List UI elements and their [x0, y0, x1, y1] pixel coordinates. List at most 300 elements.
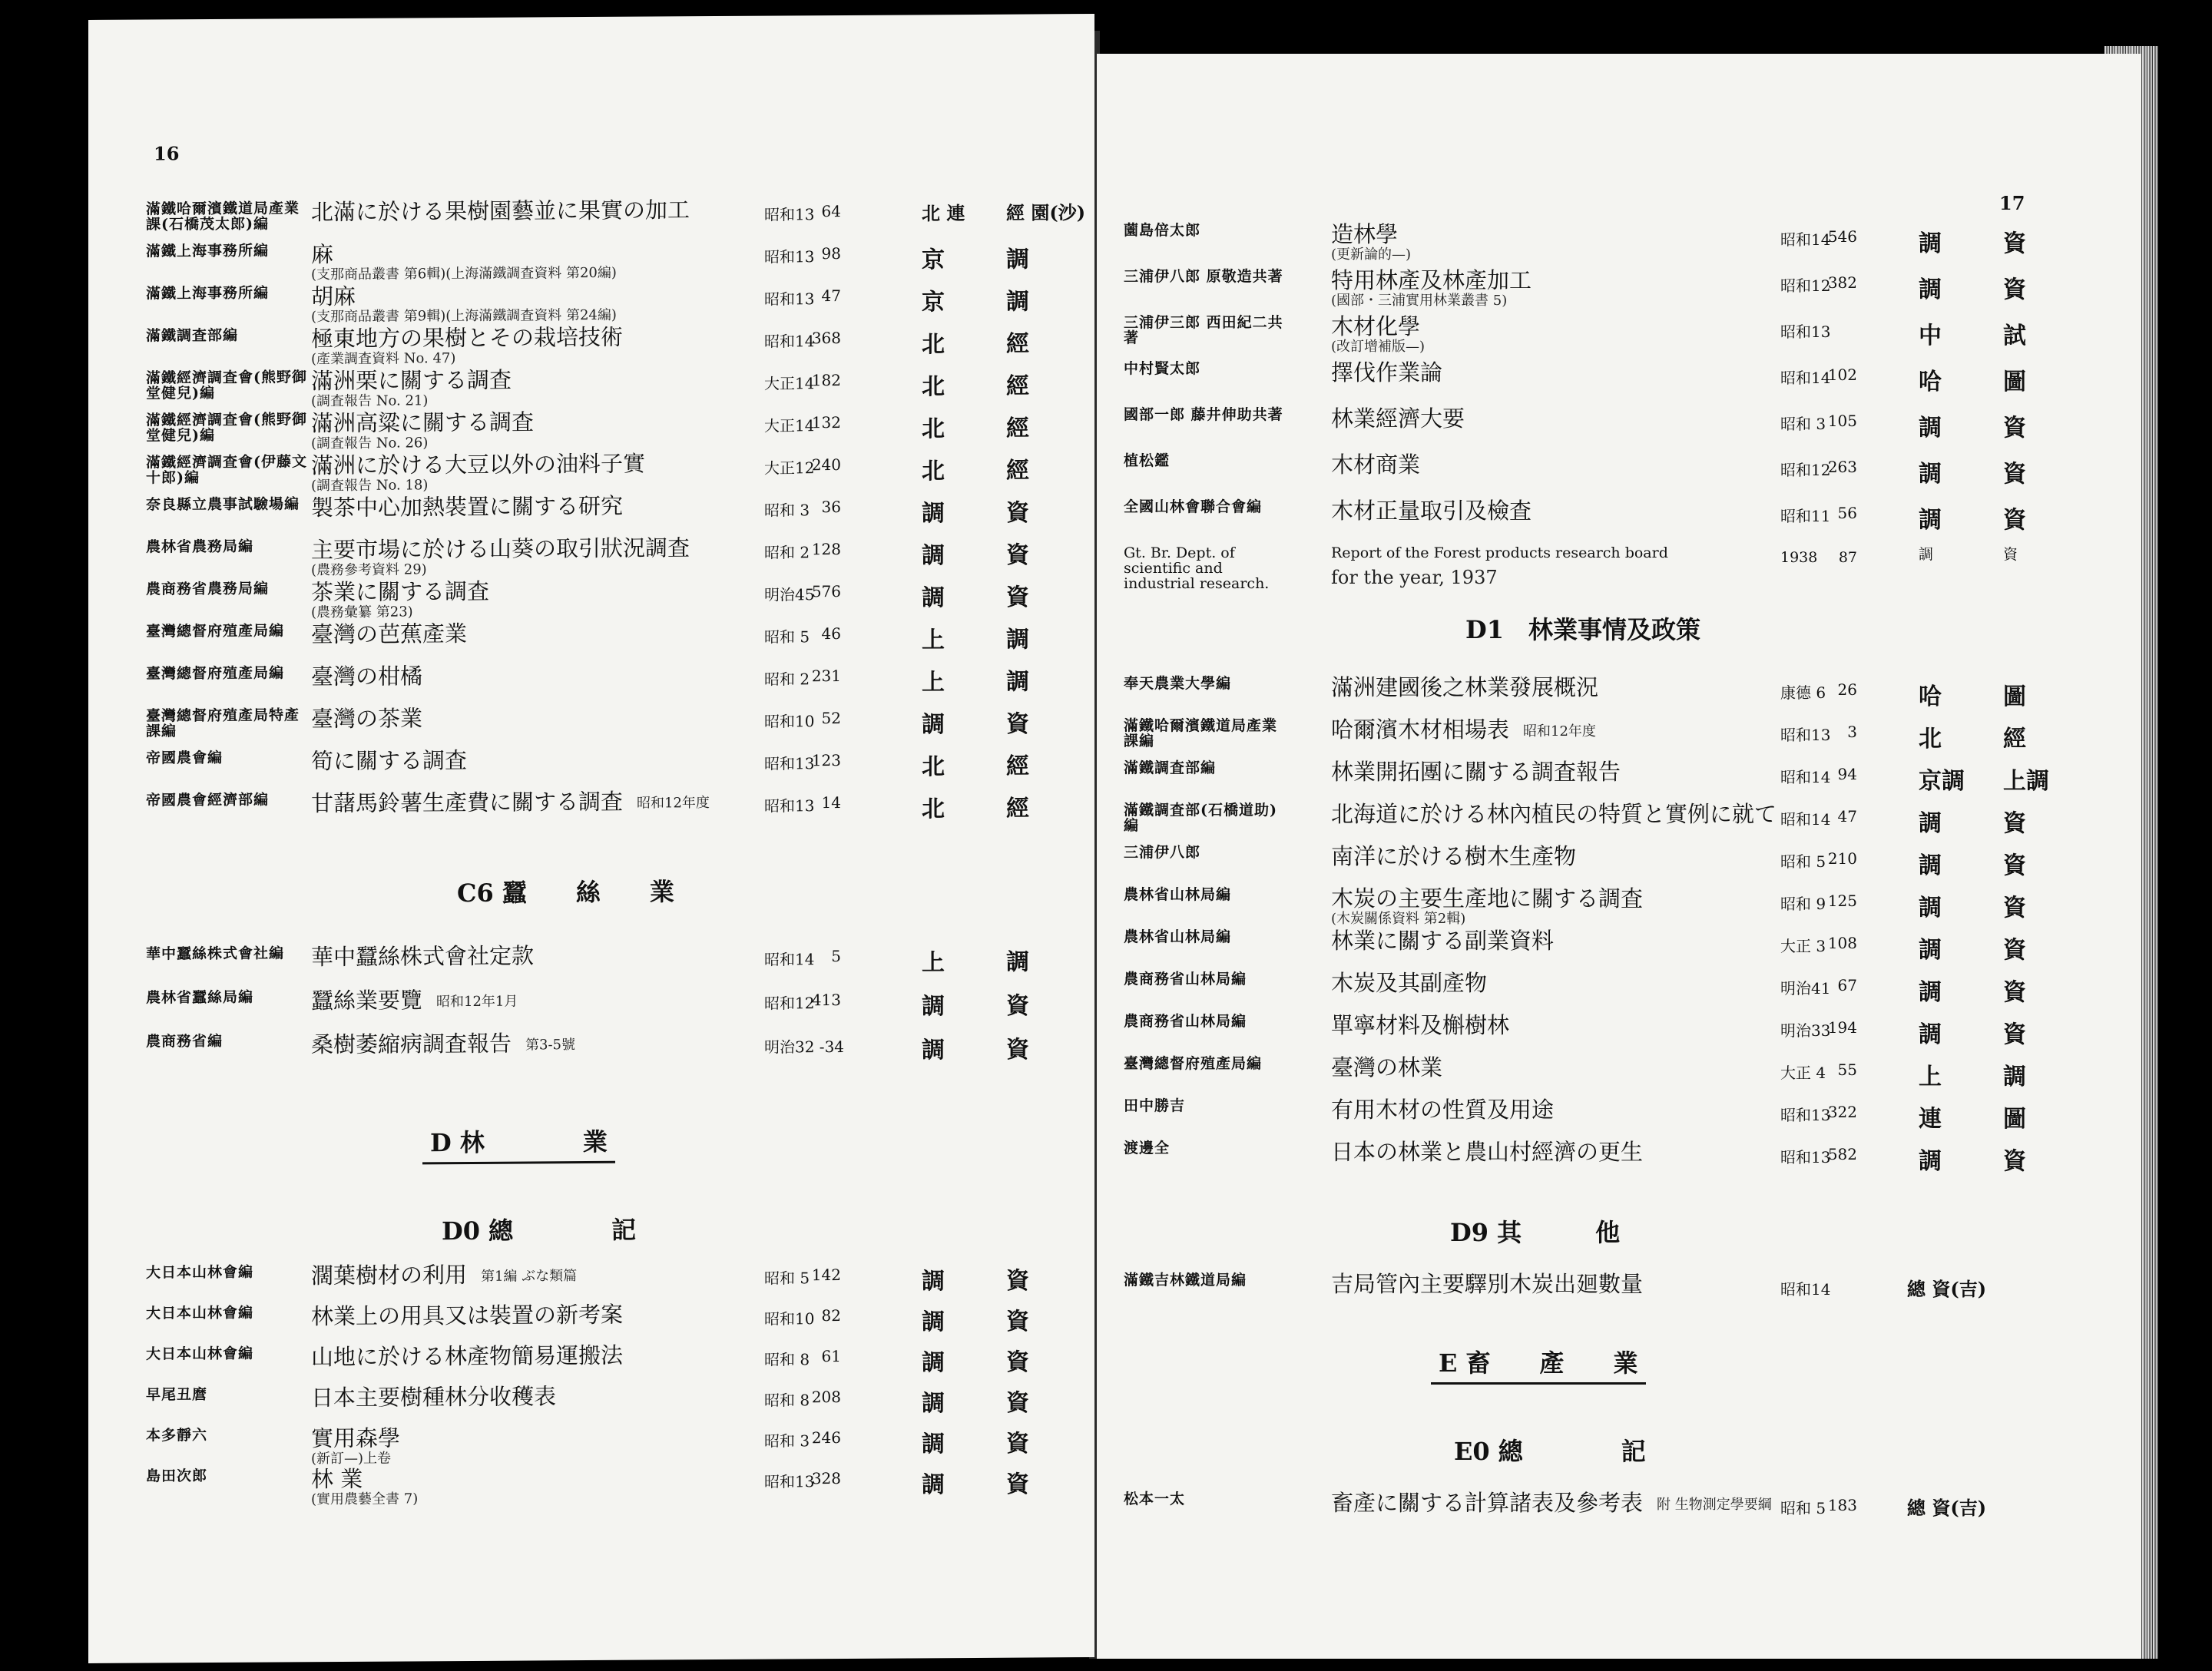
- entry-date: 1938: [1780, 549, 1818, 566]
- entry-date: 昭和13: [764, 247, 815, 266]
- entry-pages: 246: [811, 1428, 841, 1448]
- section-heading-d9: D9 其 他: [1450, 1218, 1621, 1247]
- entry-loc2: 調: [1006, 948, 1029, 976]
- entry-subtitle: (改訂增補版—): [1331, 339, 1426, 355]
- entry-loc2: 經: [1006, 415, 1029, 442]
- entry-loc2: 資: [2003, 852, 2026, 879]
- section-heading-e0: E0 總 記: [1454, 1437, 1646, 1466]
- entry-date: 昭和14: [1780, 1280, 1831, 1299]
- entry-subtitle: 第3-5號: [525, 1037, 575, 1054]
- entry-title: 滿洲栗に關する調査: [311, 366, 512, 395]
- entry-row: [88, 321, 1094, 366]
- entry-row: [88, 363, 1094, 408]
- entry-pages: 328: [811, 1469, 841, 1488]
- entry-row: [1097, 1271, 2141, 1309]
- entry-loc2: 資: [2003, 507, 2026, 534]
- entry-pages: 36: [821, 498, 841, 517]
- entry-title: 主要市場に於ける山葵の取引狀況調査: [311, 534, 690, 564]
- entry-title: 滿洲建國後之林業發展概況: [1331, 674, 1599, 700]
- entry-pages: 546: [1827, 227, 1857, 246]
- entry-author: 松本一太: [1124, 1491, 1186, 1507]
- entry-row: [88, 490, 1094, 534]
- entry-loc1: 調: [922, 1309, 945, 1336]
- entry-loc2: 圖: [2003, 369, 2026, 395]
- entry-loc2: 經: [1006, 457, 1029, 485]
- entry-author: 滿鐵經濟調査會(熊野御堂健兒)編: [146, 369, 307, 402]
- entry-row: [88, 574, 1094, 619]
- entry-loc2: 圖: [2003, 683, 2026, 710]
- entry-loc1: 北: [922, 415, 945, 443]
- entry-title: 日本主要樹種林分收穫表: [311, 1383, 557, 1411]
- entry-row: [88, 1380, 1094, 1424]
- entry-row: [1097, 544, 2141, 592]
- entry-loc1: 調: [1919, 810, 1942, 837]
- entry-loc1: 北: [922, 796, 945, 823]
- entry-title: 北海道に於ける林內植民の特質と實例に就て: [1331, 801, 1777, 827]
- entry-loc1: 調: [1919, 1021, 1942, 1048]
- entry-author: 植松鑑: [1124, 452, 1171, 469]
- entry-loc1: 調: [922, 500, 945, 528]
- entry-date: 明治33: [1780, 1021, 1831, 1040]
- entry-title: 臺灣の芭蕉產業: [311, 620, 468, 648]
- entry-author: 中村賢太郎: [1124, 360, 1201, 377]
- entry-row: [88, 659, 1094, 703]
- entry-author: 三浦伊八郎: [1124, 844, 1201, 861]
- entry-title: 濶葉樹材の利用: [311, 1261, 468, 1289]
- entry-loc1: 北 連: [922, 202, 965, 225]
- entry-date: 昭和14: [1780, 369, 1831, 387]
- entry-title: 木材商業: [1331, 452, 1421, 478]
- entry-date: 昭和13: [1780, 726, 1831, 744]
- entry-date: 昭和 3: [764, 1431, 810, 1451]
- entry-author: 農商務省編: [146, 1032, 224, 1051]
- entry-author: 薗島倍太郎: [1124, 222, 1201, 239]
- entry-row: [88, 279, 1094, 326]
- entry-date: 昭和14: [1780, 230, 1831, 249]
- entry-author: 滿鐵經濟調査會(熊野御堂健兒)編: [146, 411, 307, 445]
- entry-author: 農林省山林局編: [1124, 886, 1232, 903]
- entry-row: [1097, 759, 2141, 797]
- entry-loc2: 資: [2003, 1148, 2026, 1175]
- entry-pages: 413: [811, 991, 841, 1010]
- entry-row: [88, 1421, 1094, 1468]
- entry-subtitle: (調査報告 No. 18): [311, 477, 429, 495]
- entry-title: 木材化學: [1331, 313, 1421, 339]
- entry-loc1: 哈: [1919, 683, 1942, 710]
- entry-loc1: 中: [1919, 323, 1942, 349]
- entry-loc2: 資: [1006, 992, 1029, 1020]
- entry-title: 林業に關する副業資料: [1331, 928, 1555, 954]
- entry-date: 昭和12: [1780, 276, 1831, 295]
- entry-loc1: 調: [1919, 507, 1942, 534]
- entry-title: 製茶中心加熱裝置に關する研究: [311, 492, 624, 521]
- entry-author: 國部一郎 藤井伸助共著: [1124, 406, 1283, 423]
- entry-loc1: 上: [922, 949, 945, 977]
- entry-pages: 46: [821, 624, 841, 644]
- entry-date: 昭和 8: [764, 1391, 810, 1410]
- entry-loc1: 調: [1919, 461, 1942, 488]
- entry-pages: 582: [1827, 1145, 1857, 1163]
- entry-subtitle: (農務彙纂 第23): [311, 604, 413, 621]
- entry-author: 滿鐵經濟調査會(伊藤文十郎)編: [146, 453, 307, 487]
- entry-title: 華中蠶絲株式會社定款: [311, 942, 535, 971]
- entry-date: 昭和 5: [764, 627, 810, 647]
- entry-row: [1097, 221, 2141, 263]
- entry-pages: 208: [811, 1388, 841, 1407]
- entry-title: Report of the Forest products research board: [1331, 544, 1668, 561]
- entry-author: 臺灣總督府殖產局特產課編: [146, 706, 300, 740]
- entry-author: 臺灣總督府殖產局編: [1124, 1055, 1263, 1072]
- entry-author: 農林省蠶絲局編: [146, 988, 254, 1007]
- entry-title: 木炭及其副產物: [1331, 970, 1488, 996]
- entry-date: 昭和 5: [1780, 852, 1826, 871]
- entry-loc1: 調: [922, 584, 945, 612]
- entry-title: 蠶絲業要覽: [311, 987, 423, 1014]
- entry-date: 昭和 5: [764, 1269, 810, 1288]
- entry-title: 畜產に關する計算諸表及參考表: [1331, 1490, 1644, 1516]
- entry-author: 早尾丑麿: [146, 1386, 208, 1404]
- entry-row: [88, 701, 1094, 746]
- entry-pages: 105: [1827, 412, 1857, 430]
- section-heading-d0: D0 總 記: [442, 1215, 637, 1246]
- entry-loc2: 資: [1006, 1308, 1029, 1335]
- entry-loc2: 資: [2003, 415, 2026, 442]
- entry-title: 桑樹萎縮病調査報告: [311, 1030, 512, 1058]
- entry-pages: 322: [1827, 1103, 1857, 1121]
- entry-loc2: 資: [1006, 499, 1029, 527]
- entry-row: [1097, 267, 2141, 309]
- page-number: 17: [1999, 192, 2025, 214]
- left-page: [88, 14, 1094, 1663]
- entry-pages: 64: [821, 202, 841, 221]
- entry-loc2: 資: [2003, 546, 2018, 563]
- entry-date: 昭和13: [1780, 1148, 1831, 1166]
- entry-subtitle: 附 生物測定學要綱: [1657, 1497, 1772, 1513]
- entry-pages: 194: [1827, 1018, 1857, 1037]
- entry-title: 有用木材の性質及用途: [1331, 1097, 1555, 1123]
- entry-author: 滿鐵哈爾濱鐵道局產業課編: [1124, 717, 1278, 749]
- entry-row: [88, 1339, 1094, 1384]
- entry-author: 農商務省農務局編: [146, 580, 270, 598]
- entry-subtitle: (農務參考資料 29): [311, 561, 427, 579]
- entry-loc2: 經: [1006, 330, 1029, 358]
- section-heading-e: E 畜 產 業: [1431, 1344, 1646, 1385]
- entry-pages: 94: [1837, 765, 1857, 783]
- section-heading-d1: D1 林業事情及政策: [1465, 615, 1701, 644]
- entry-loc1: 調: [922, 711, 945, 739]
- entry-loc1: 調: [922, 542, 945, 570]
- entry-date: 昭和 2: [764, 543, 810, 562]
- entry-subtitle: (支那商品叢書 第9輯)(上海滿鐵調査資料 第24編): [311, 306, 617, 326]
- entry-author: 華中蠶絲株式會社編: [146, 945, 285, 963]
- entry-pages: 47: [821, 286, 841, 306]
- section-heading-c6: C6 蠶 絲 業: [457, 877, 674, 908]
- entry-author: 全國山林會聯合會編: [1124, 498, 1263, 515]
- entry-subtitle: (更新論的—): [1331, 247, 1412, 263]
- entry-pages: 125: [1827, 892, 1857, 910]
- entry-author: 臺灣總督府殖產局編: [146, 622, 285, 640]
- entry-author: 農林省山林局編: [1124, 928, 1232, 945]
- entry-pages: 3: [1847, 723, 1857, 741]
- entry-pages: 576: [811, 582, 841, 601]
- entry-pages: 132: [811, 413, 841, 432]
- entry-author: Gt. Br. Dept. of scientific and industrial research.: [1124, 544, 1270, 592]
- entry-row: [1097, 843, 2141, 882]
- entry-loc2: 資: [1006, 710, 1029, 738]
- entry-author: 帝國農會編: [146, 749, 224, 767]
- entry-loc2: 調: [2003, 1064, 2026, 1090]
- entry-date: 昭和10: [764, 1309, 815, 1329]
- entry-loc2: 資: [2003, 895, 2026, 922]
- entry-row: [1097, 928, 2141, 966]
- entry-pages: 98: [821, 244, 841, 263]
- entry-title: 臺灣の柑橘: [311, 663, 423, 690]
- entry-loc2: 資: [2003, 276, 2026, 303]
- entry-date: 昭和 3: [1780, 415, 1826, 433]
- entry-pages: 210: [1827, 849, 1857, 868]
- entry-row: [1097, 313, 2141, 355]
- entry-row: [1097, 801, 2141, 839]
- entry-pages: 231: [811, 667, 841, 686]
- entry-loc1: 調: [1919, 276, 1942, 303]
- entry-loc2: 總 資(吉): [1907, 1278, 1987, 1300]
- entry-pages: 123: [811, 751, 841, 770]
- entry-subtitle: 第1編 ぶな類篇: [481, 1268, 578, 1285]
- entry-date: 昭和12: [764, 994, 815, 1013]
- entry-loc2: 調: [1006, 668, 1029, 696]
- entry-row: [88, 786, 1094, 830]
- entry-date: 明治32 -34: [764, 1037, 845, 1057]
- entry-loc1: 調: [1919, 230, 1942, 257]
- entry-date: 昭和13: [764, 1472, 815, 1491]
- entry-date: 昭和13: [1780, 323, 1831, 341]
- entry-loc1: 京: [922, 289, 945, 316]
- entry-loc1: 調: [922, 1268, 945, 1295]
- entry-date: 昭和14: [1780, 768, 1831, 786]
- entry-loc2: 資: [2003, 1021, 2026, 1048]
- entry-subtitle: 昭和12年度: [1523, 723, 1596, 740]
- entry-loc1: 上: [1919, 1064, 1942, 1090]
- entry-loc1: 連: [1919, 1106, 1942, 1133]
- entry-row: [88, 532, 1094, 577]
- entry-author: 滿鐵調査部編: [1124, 759, 1217, 776]
- entry-author: 滿鐵調査部(石橋道助)編: [1124, 802, 1277, 834]
- entry-loc1: 調: [1919, 895, 1942, 922]
- entry-loc1: 調: [922, 1390, 945, 1418]
- entry-title: 極東地方の果樹とその栽培技術: [311, 323, 624, 352]
- entry-author: 帝國農會經濟部編: [146, 791, 270, 809]
- entry-loc2: 試: [2003, 323, 2026, 349]
- entry-loc1: 北: [922, 373, 945, 401]
- entry-date: 昭和 5: [1780, 1499, 1826, 1517]
- entry-loc1: 上: [922, 669, 945, 697]
- entry-row: [1097, 452, 2141, 490]
- entry-loc2: 經: [2003, 726, 2026, 753]
- entry-loc2: 經: [1006, 372, 1029, 400]
- entry-loc1: 北: [922, 753, 945, 781]
- entry-row: [1097, 1012, 2141, 1051]
- entry-title: 造林學: [1331, 221, 1399, 247]
- entry-loc2: 資: [1006, 1430, 1029, 1458]
- entry-pages: 108: [1827, 934, 1857, 952]
- entry-loc2: 經: [1006, 753, 1029, 780]
- entry-row: [88, 939, 1094, 984]
- entry-loc1: 調: [1919, 546, 1934, 563]
- entry-author: 三浦伊八郎 原敬造共著: [1124, 268, 1283, 285]
- entry-title: 日本の林業と農山村經濟の更生: [1331, 1139, 1644, 1165]
- entry-loc2: 資: [1006, 1471, 1029, 1498]
- entry-date: 明治45: [764, 585, 815, 604]
- entry-title: 林業經濟大要: [1331, 405, 1465, 432]
- entry-pages: 82: [821, 1306, 841, 1325]
- entry-author: 滿鐵哈爾濱鐵道局產業課(石橋茂太郎)編: [146, 200, 300, 233]
- entry-row: [88, 743, 1094, 788]
- entry-date: 昭和 3: [764, 501, 810, 520]
- entry-title: 甘藷馬鈴薯生產費に關する調査: [311, 788, 624, 817]
- entry-subtitle: (木炭關係資料 第2輯): [1331, 911, 1466, 927]
- entry-author: 大日本山林會編: [146, 1304, 254, 1322]
- entry-pages: 240: [811, 455, 841, 475]
- entry-title: 胡麻: [311, 283, 356, 310]
- entry-title: 哈爾濱木材相場表: [1331, 716, 1510, 743]
- entry-title: 木炭の主要生產地に關する調査: [1331, 885, 1644, 912]
- entry-loc2: 調: [1006, 246, 1029, 273]
- entry-title: 南洋に於ける樹木生產物: [1331, 843, 1577, 869]
- entry-title: 山地に於ける林產物簡易運搬法: [311, 1342, 624, 1371]
- entry-author: 農商務省山林局編: [1124, 971, 1247, 988]
- entry-loc1: 京: [922, 247, 945, 274]
- entry-title: 筍に關する調査: [311, 746, 468, 775]
- entry-loc2: 資: [1006, 1036, 1029, 1064]
- entry-title: 林業上の用具又は裝置の新考案: [311, 1301, 624, 1330]
- entry-loc2: 資: [1006, 584, 1029, 611]
- entry-pages: 55: [1837, 1061, 1857, 1079]
- entry-row: [88, 617, 1094, 661]
- entry-row: [88, 1299, 1094, 1343]
- entry-row: [1097, 716, 2141, 755]
- entry-date: 大正14: [764, 416, 815, 435]
- entry-title: 林 業: [311, 1465, 363, 1493]
- entry-date: 昭和13: [764, 205, 815, 224]
- entry-loc1: 調: [922, 1471, 945, 1499]
- entry-row: [88, 1258, 1094, 1302]
- entry-title: 實用森學: [311, 1424, 401, 1452]
- section-heading-d: D 林 業: [422, 1123, 615, 1165]
- entry-subtitle: (調査報告 No. 26): [311, 435, 429, 452]
- entry-pages: 47: [1837, 807, 1857, 826]
- entry-loc2: 資: [1006, 1267, 1029, 1295]
- entry-subtitle: (新訂—)上卷: [311, 1450, 392, 1468]
- entry-pages: 61: [821, 1347, 841, 1366]
- entry-date: 昭和12: [1780, 461, 1831, 479]
- entry-loc1: 哈: [1919, 369, 1942, 395]
- entry-loc2: 經 園(沙): [1006, 201, 1086, 224]
- entry-loc2: 資: [2003, 810, 2026, 837]
- entry-title: 麻: [311, 241, 334, 268]
- entry-row: [88, 1027, 1094, 1071]
- entry-date: 康德 6: [1780, 683, 1826, 702]
- entry-author: 田中勝吉: [1124, 1097, 1186, 1114]
- entry-title: 木材正量取引及檢査: [1331, 498, 1532, 524]
- entry-loc1: 調: [1919, 1148, 1942, 1175]
- entry-author: 渡邊全: [1124, 1140, 1171, 1156]
- entry-pages: 102: [1827, 366, 1857, 384]
- entry-title: 擇伐作業論: [1331, 359, 1443, 385]
- entry-title: 吉局管內主要驛別木炭出廻數量: [1331, 1271, 1644, 1297]
- entry-loc1: 京調: [1919, 768, 1965, 795]
- entry-date: 大正 3: [1780, 937, 1826, 955]
- entry-pages: 56: [1837, 504, 1857, 522]
- entry-date: 昭和13: [764, 754, 815, 773]
- entry-loc1: 調: [922, 1037, 945, 1064]
- entry-loc2: 經: [1006, 795, 1029, 822]
- entry-loc1: 調: [1919, 415, 1942, 442]
- entry-loc2: 調: [1006, 626, 1029, 654]
- entry-date: 大正14: [764, 374, 815, 393]
- entry-date: 昭和13: [764, 796, 815, 816]
- entry-subtitle: (支那商品叢書 第6輯)(上海滿鐵調査資料 第20編): [311, 264, 617, 283]
- entry-pages: 26: [1837, 680, 1857, 699]
- entry-title: 林業開拓團に關する調査報告: [1331, 759, 1621, 785]
- entry-loc2: 調: [1006, 288, 1029, 316]
- entry-date: 大正 4: [1780, 1064, 1826, 1082]
- entry-loc2: 資: [1006, 1348, 1029, 1376]
- entry-loc2: 資: [2003, 979, 2026, 1006]
- entry-row: [1097, 1054, 2141, 1093]
- entry-subtitle: (國部・三浦實用林業叢書 5): [1331, 293, 1508, 309]
- entry-date: 昭和14: [1780, 810, 1831, 829]
- entry-row: [88, 448, 1094, 495]
- entry-loc2: 總 資(吉): [1907, 1497, 1987, 1519]
- entry-loc1: 調: [1919, 979, 1942, 1006]
- entry-subtitle: 昭和12年度: [637, 795, 710, 812]
- entry-loc1: 北: [922, 458, 945, 485]
- entry-subtitle: (產業調査資料 No. 47): [311, 350, 456, 368]
- entry-loc2: 資: [2003, 937, 2026, 964]
- entry-loc1: 調: [1919, 852, 1942, 879]
- entry-date: 昭和10: [764, 712, 815, 731]
- entry-pages: 382: [1827, 273, 1857, 292]
- entry-loc1: 北: [922, 331, 945, 359]
- entry-date: 昭和14: [764, 950, 815, 969]
- entry-title: 臺灣の林業: [1331, 1054, 1443, 1080]
- entry-row: [1097, 885, 2141, 927]
- entry-date: 昭和11: [1780, 507, 1831, 525]
- entry-row: [1097, 1097, 2141, 1135]
- entry-date: 昭和13: [1780, 1106, 1831, 1124]
- entry-pages: 142: [811, 1266, 841, 1285]
- right-page: [1097, 54, 2141, 1659]
- entry-loc1: 調: [922, 993, 945, 1021]
- entry-author: 臺灣總督府殖產局編: [146, 664, 285, 683]
- entry-row: [88, 405, 1094, 450]
- entry-row: [1097, 359, 2141, 398]
- entry-author: 大日本山林會編: [146, 1345, 254, 1363]
- entry-date: 昭和 8: [764, 1350, 810, 1369]
- entry-row: [1097, 970, 2141, 1008]
- entry-author: 奈良縣立農事試驗場編: [146, 495, 300, 514]
- entry-loc2: 上調: [2003, 768, 2049, 795]
- entry-author: 農商務省山林局編: [1124, 1013, 1247, 1030]
- entry-author: 奉天農業大學編: [1124, 675, 1232, 692]
- entry-title: 臺灣の茶業: [311, 705, 423, 733]
- entry-author: 大日本山林會編: [146, 1263, 254, 1282]
- entry-loc1: 上: [922, 627, 945, 654]
- entry-subtitle: 昭和12年1月: [436, 993, 518, 1011]
- entry-loc1: 調: [922, 1431, 945, 1458]
- entry-pages: 183: [1827, 1496, 1857, 1514]
- entry-title: 茶業に關する調査: [311, 577, 490, 606]
